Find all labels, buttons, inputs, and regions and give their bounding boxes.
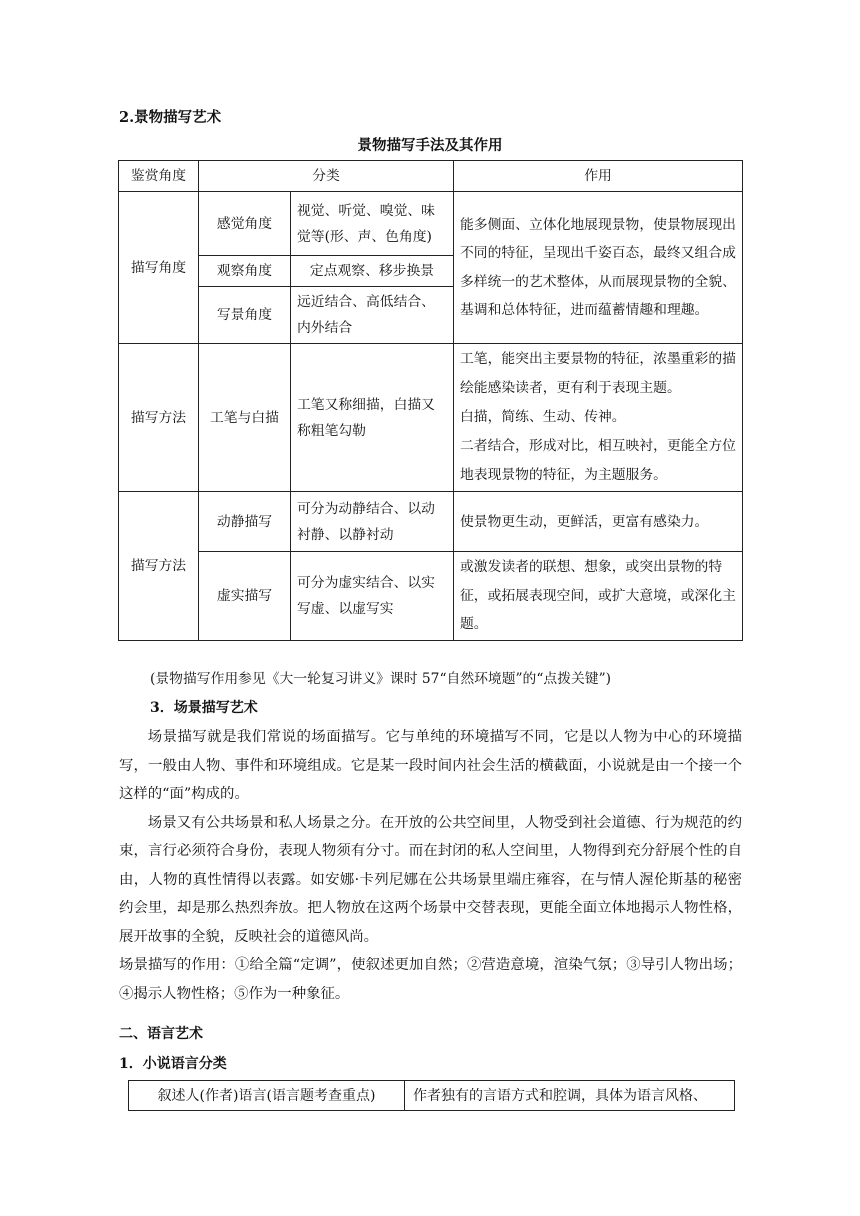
effect-cell xyxy=(454,344,743,492)
category-detail: 工笔又称细描，白描又称粗笔勾勒 xyxy=(291,344,454,492)
table-row xyxy=(119,492,743,552)
language-type: 叙述人(作者)语言(语言题考查重点) xyxy=(129,1081,405,1111)
category-name: 动静描写 xyxy=(199,492,291,552)
reference-note: (景物描写作用参见《大一轮复习讲义》课时 57“自然环境题”的“点拨关键”) xyxy=(150,671,612,687)
category-name: 工笔与白描 xyxy=(199,344,291,492)
language-table xyxy=(128,1080,735,1111)
category-name: 观察角度 xyxy=(199,256,291,287)
table-row xyxy=(119,192,743,256)
table-row xyxy=(119,344,743,492)
category-detail: 视觉、听觉、嗅觉、味觉等(形、声、色角度) xyxy=(291,192,454,256)
body-text xyxy=(119,723,742,1008)
section-title: 2.景物描写艺术 xyxy=(119,109,222,126)
paragraph: 场景又有公共场景和私人场景之分。在开放的公共空间里，人物受到社会道德、行为规范的约束，言行必须符合身份，表现人物须有分寸。而在封闭的私人空间里，人物得到充分舒展个性的自由，人物的真性情得以表露。如安娜·卡列尼娜在公共场景里端庄雍容，在与情人渥伦斯基的秘密约会里，却是那么热烈奔放。把人物放在这两个场景中交替表现，更能全面立体地揭示人物性格，展开故事的全貌，反映社会的道德风尚。 xyxy=(119,814,742,945)
paragraph: 场景描写就是我们常说的场面描写。它与单纯的环境描写不同，它是以人物为中心的环境描写，一般由人物、事件和环境组成。它是某一段时间内社会生活的横截面，小说就是由一个接一个这样的“面”构成的。 xyxy=(119,729,742,802)
category-name: 写景角度 xyxy=(199,287,291,344)
header-angle: 鉴赏角度 xyxy=(119,161,199,192)
angle-cell: 描写角度 xyxy=(119,192,199,344)
category-name: 感觉角度 xyxy=(199,192,291,256)
language-subtitle: 1．小说语言分类 xyxy=(119,1056,227,1072)
category-name: 虚实描写 xyxy=(199,552,291,641)
table-row xyxy=(119,552,743,641)
function-text: 场景描写的作用：①给全篇“定调”，使叙述更加自然；②营造意境，渲染气氛；③导引人物出场；④揭示人物性格；⑤作为一种象征。 xyxy=(119,957,742,1002)
effect-cell: 使景物更生动，更鲜活，更富有感染力。 xyxy=(454,492,743,552)
category-detail: 可分为虚实结合、以实写虚、以虚写实 xyxy=(291,552,454,641)
effect-cell: 能多侧面、立体化地展现景物，使景物展现出不同的特征，呈现出千姿百态，最终又组合成多样统一的艺术整体，从而展现景物的全貌、基调和总体特征，进而蕴蓄情趣和理趣。 xyxy=(454,192,743,344)
angle-cell: 描写方法 xyxy=(119,344,199,492)
category-detail: 定点观察、移步换景 xyxy=(291,256,454,287)
effect-cell: 或激发读者的联想、想象，或突出景物的特征，或拓展表现空间，或扩大意境，或深化主题。 xyxy=(454,552,743,641)
table-header-row xyxy=(119,161,743,192)
header-category: 分类 xyxy=(199,161,454,192)
language-description: 作者独有的言语方式和腔调，具体为语言风格、 xyxy=(405,1081,735,1111)
scenery-table xyxy=(118,160,743,641)
table-caption: 景物描写手法及其作用 xyxy=(357,137,503,154)
category-detail: 远近结合、高低结合、内外结合 xyxy=(291,287,454,344)
header-effect: 作用 xyxy=(454,161,743,192)
effect-line: 二者结合，形成对比，相互映衬，更能全方位地表现景物的特征，为主题服务。 xyxy=(460,438,736,483)
category-detail: 可分为动静结合、以动衬静、以静衬动 xyxy=(291,492,454,552)
angle-cell: 描写方法 xyxy=(119,492,199,641)
part2-title: 二、语言艺术 xyxy=(119,1026,203,1042)
effect-line: 白描，简练、生动、传神。 xyxy=(460,409,626,425)
table-row xyxy=(129,1081,735,1111)
effect-line: 工笔，能突出主要景物的特征，浓墨重彩的描绘能感染读者，更有利于表现主题。 xyxy=(460,351,736,396)
section3-title: 3．场景描写艺术 xyxy=(150,700,258,716)
